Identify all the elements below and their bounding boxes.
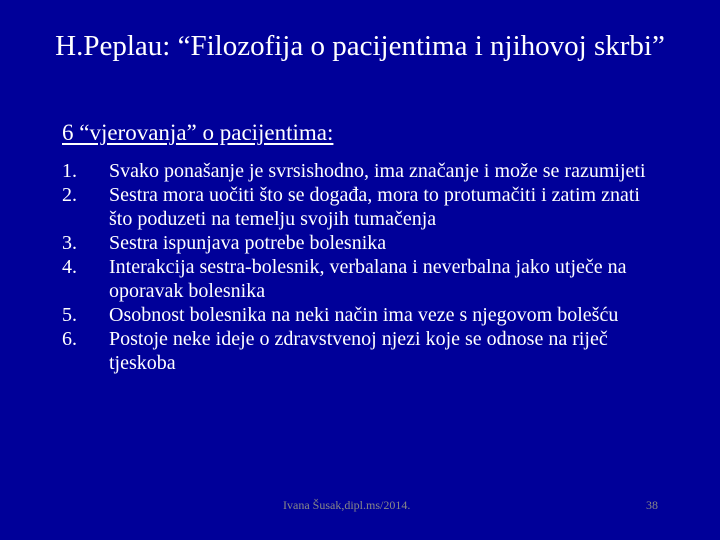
- list-item-text: Svako ponašanje je svrsishodno, ima značanje i može se razumijeti: [109, 160, 646, 182]
- list-item: [0, 327, 720, 375]
- list-item-number: 4.: [62, 256, 77, 278]
- list-item-text: Sestra mora uočiti što se događa, mora to protumačiti i zatim znati što poduzeti na temelju svojih tumačenja: [109, 184, 640, 230]
- list-item-number: 6.: [62, 328, 77, 350]
- list-item-text: Osobnost bolesnika na neki način ima veze s njegovom bolešću: [109, 304, 619, 326]
- slide-subtitle: 6 “vjerovanja” o pacijentima:: [62, 120, 334, 145]
- list-item-number: 2.: [62, 184, 77, 206]
- list-item-number: 5.: [62, 304, 77, 326]
- belief-list: [0, 159, 720, 375]
- list-item: [0, 303, 720, 327]
- slide-title: H.Peplau: “Filozofija o pacijentima i njihovoj skrbi”: [55, 30, 665, 62]
- page-number: 38: [646, 498, 658, 512]
- slide-footer: [0, 498, 720, 518]
- list-item: [0, 255, 720, 303]
- footer-author: Ivana Šusak,dipl.ms/2014.: [283, 498, 411, 512]
- list-item-text: Sestra ispunjava potrebe bolesnika: [109, 232, 387, 254]
- list-item-text: Interakcija sestra-bolesnik, verbalana i neverbalna jako utječe na oporavak bolesnika: [109, 256, 627, 302]
- list-item-text: Postoje neke ideje o zdravstvenoj njezi koje se odnose na riječ tjeskoba: [109, 328, 608, 374]
- list-item-number: 3.: [62, 232, 77, 254]
- list-item: [0, 231, 720, 255]
- list-item: [0, 183, 720, 231]
- list-item: [0, 159, 720, 183]
- list-item-number: 1.: [62, 160, 77, 182]
